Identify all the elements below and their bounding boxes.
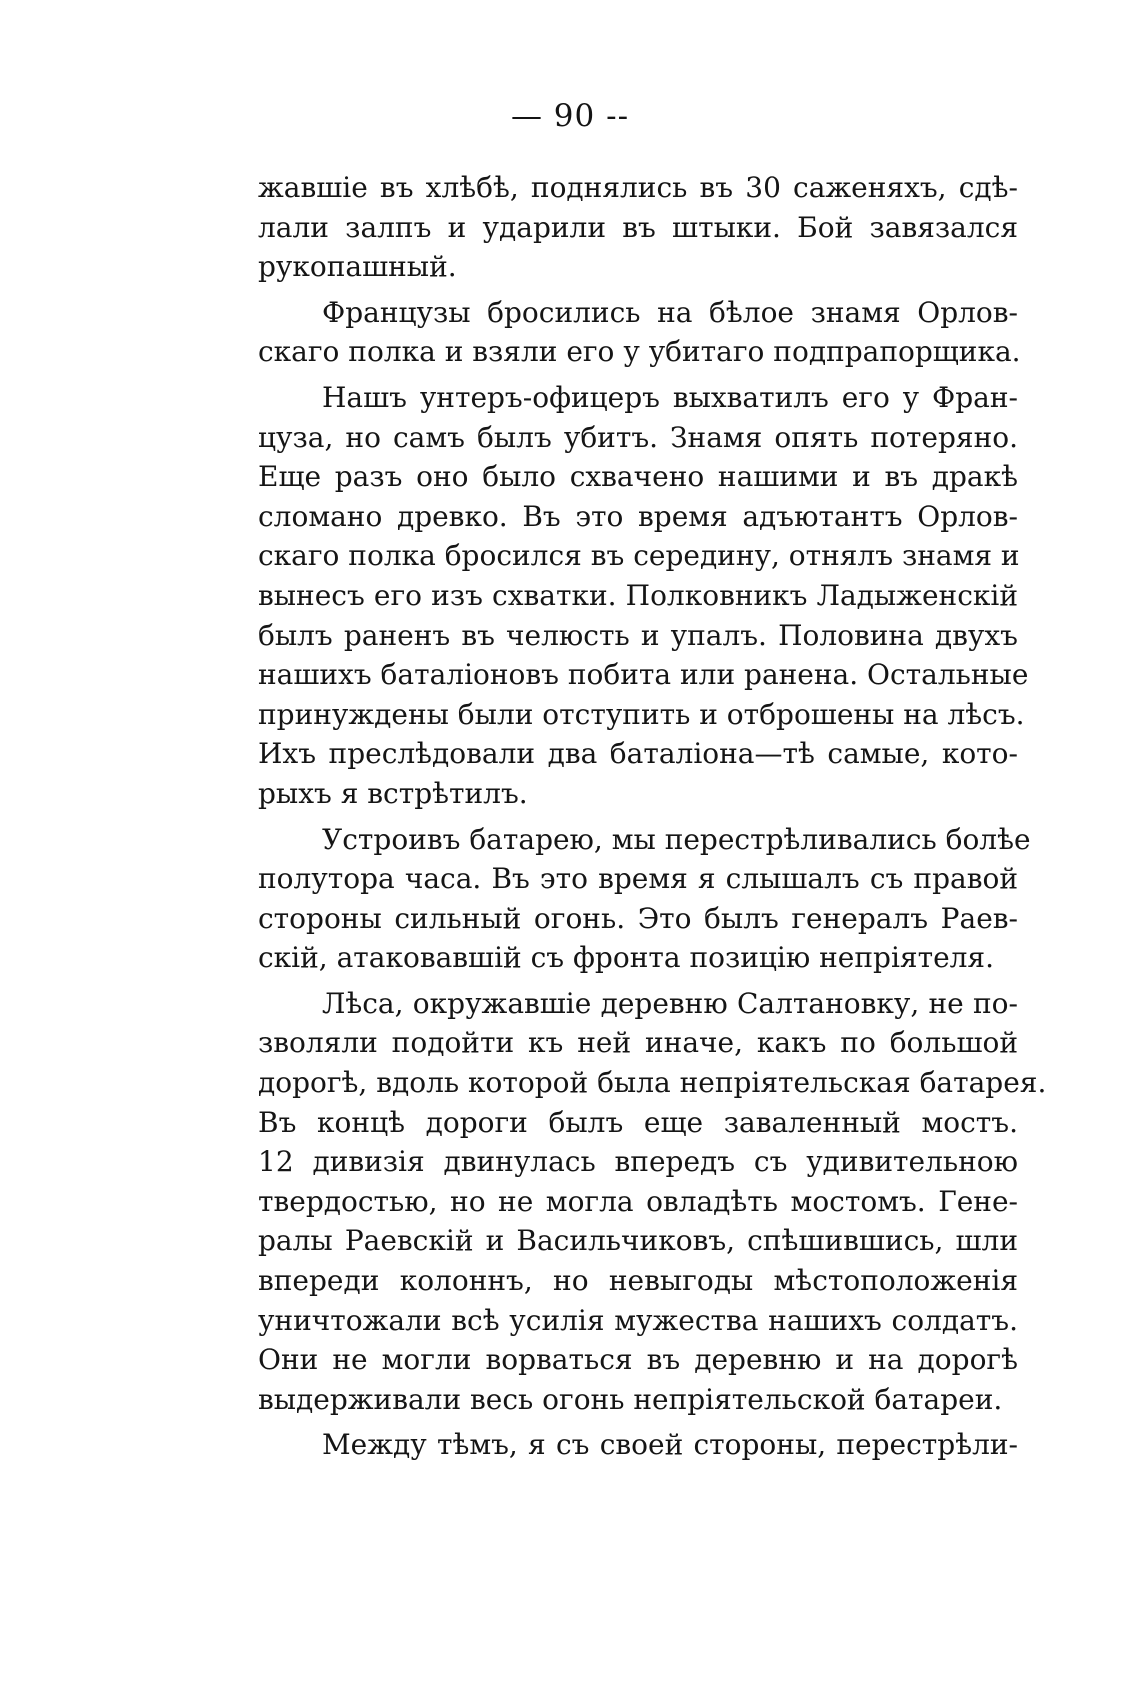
text-line: стороны сильный огонь. Это былъ генералъ Раев- (258, 901, 1018, 935)
text-line: скій, атаковавшій съ фронта позицію непріятеля. (258, 941, 994, 975)
body-text (258, 168, 1047, 1465)
text-line: принуждены были отступить и отброшены на лѣсъ. (258, 697, 1025, 731)
text-line: былъ раненъ въ челюсть и упалъ. Половина двухъ (258, 618, 1018, 652)
text-line: скаго полка бросился въ середину, отнялъ знамя и (258, 539, 1020, 573)
text-line: впереди колоннъ, но невыгоды мѣстоположенія (258, 1264, 1018, 1298)
text-line: выдерживали весь огонь непріятельской батареи. (258, 1382, 1003, 1416)
paragraph-start-line: Между тѣмъ, я съ своей стороны, перестрѣли- (322, 1428, 1018, 1462)
text-line: дорогѣ, вдоль которой была непріятельская батарея. (258, 1066, 1047, 1100)
text-line: рукопашный. (258, 250, 457, 284)
text-line: скаго полка и взяли его у убитаго подпрапорщика. (258, 335, 1021, 369)
text-line: нашихъ баталіоновъ побита или ранена. Остальные (258, 658, 1029, 692)
text-line: твердостью, но не могла овладѣть мостомъ. Гене- (258, 1184, 1018, 1218)
text-line: зволяли подойти къ ней иначе, какъ по большой (258, 1026, 1018, 1060)
paragraph-start-line: Французы бросились на бѣлое знамя Орлов- (322, 295, 1018, 329)
text-line: Ихъ преслѣдовали два баталіона—тѣ самые, кото- (258, 737, 1018, 771)
text-line: сломано древко. Въ это время адъютантъ Орлов- (258, 499, 1018, 533)
text-line: вынесъ его изъ схватки. Полковникъ Ладыженскій (258, 578, 1018, 612)
page-number: — 90 -- (510, 98, 630, 134)
text-line: Еще разъ оно было схвачено нашими и въ дракѣ (258, 460, 1018, 494)
paragraph-start-line: Лѣса, окружавшіе деревню Салтановку, не по- (322, 986, 1018, 1020)
text-line: Они не могли ворваться въ деревню и на дорогѣ (258, 1343, 1018, 1377)
paragraph-start-line: Устроивъ батарею, мы перестрѣливались болѣе (322, 822, 1031, 856)
text-line: лали залпъ и ударили въ штыки. Бой завязался (258, 210, 1018, 244)
paragraph-start-line: Нашъ унтеръ-офицеръ выхватилъ его у Фран- (322, 380, 1018, 414)
text-line: рыхъ я встрѣтилъ. (258, 776, 528, 810)
text-line: уничтожали всѣ усилія мужества нашихъ солдатъ. (258, 1303, 1018, 1337)
text-line: полутора часа. Въ это время я слышалъ съ правой (258, 862, 1018, 896)
text-line: жавшіе въ хлѣбѣ, поднялись въ 30 саженяхъ, сдѣ- (258, 171, 1018, 204)
text-line: цуза, но самъ былъ убитъ. Знамя опять потеряно. (258, 420, 1018, 454)
text-line: ралы Раевскій и Васильчиковъ, спѣшившись, шли (258, 1224, 1018, 1258)
text-line: 12 дивизія двинулась впередъ съ удивительною (258, 1145, 1018, 1179)
text-line: Въ концѣ дороги былъ еще заваленный мостъ. (258, 1105, 1018, 1139)
